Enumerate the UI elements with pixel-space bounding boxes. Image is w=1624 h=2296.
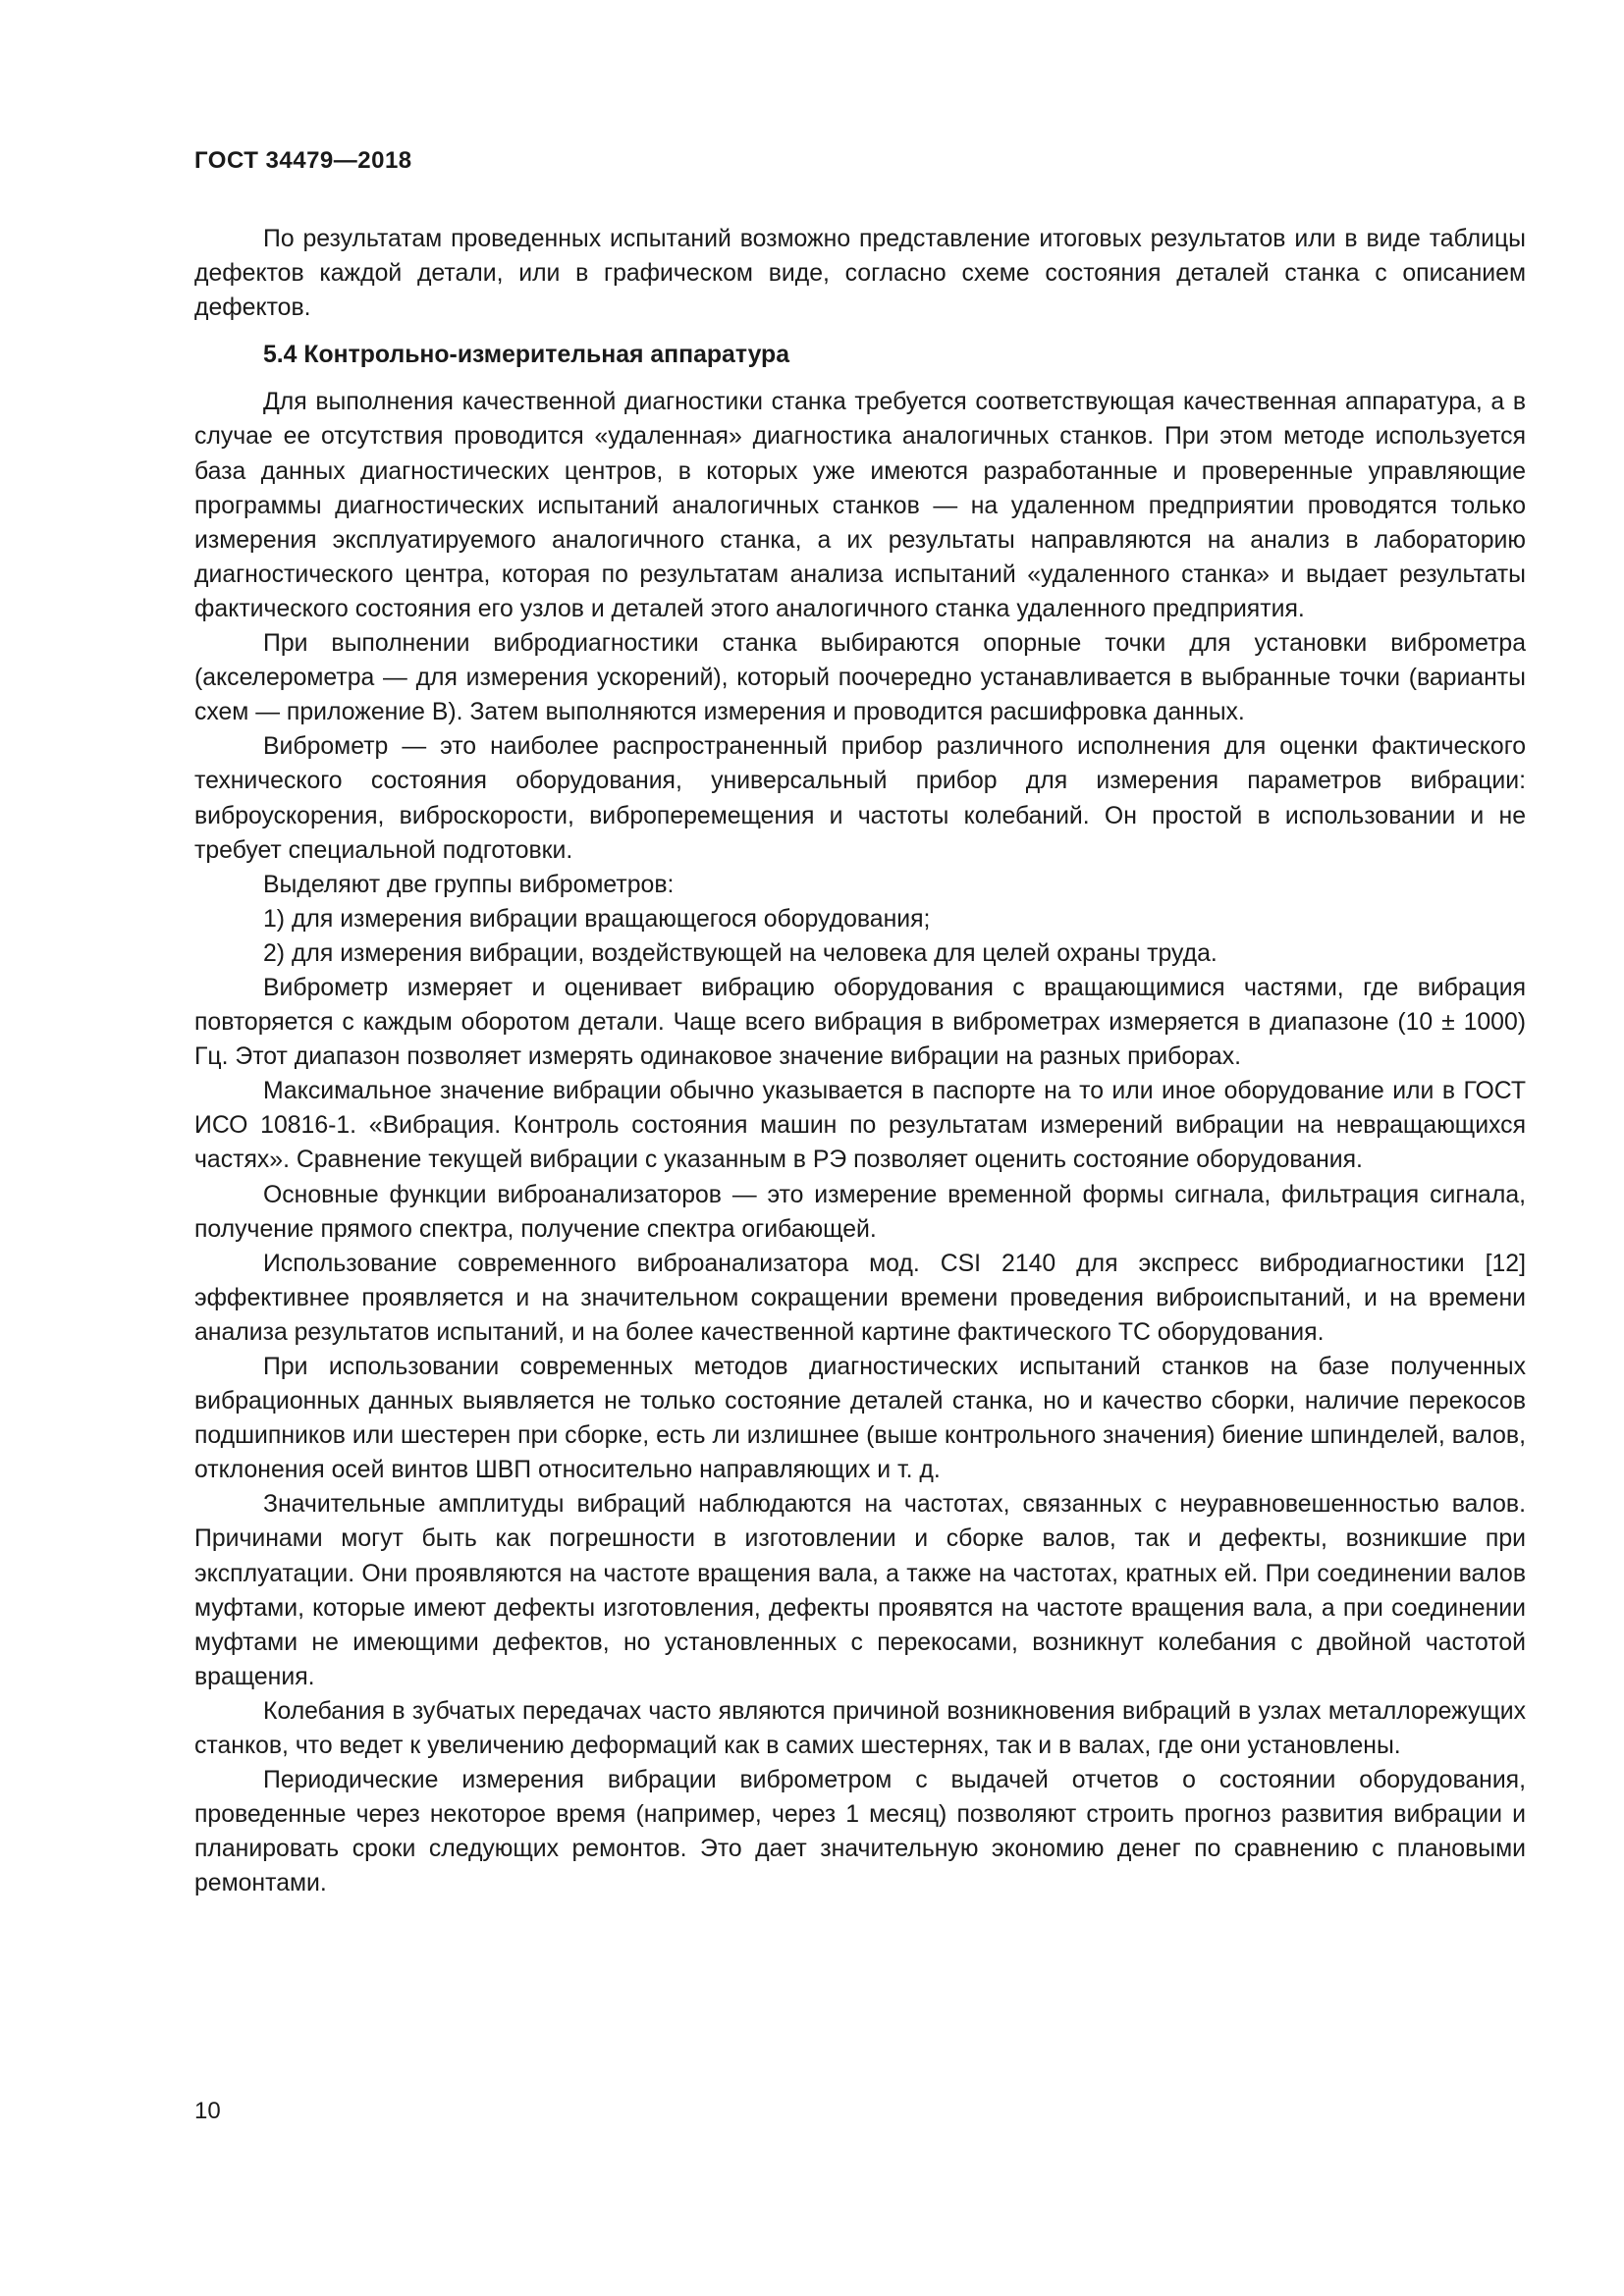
paragraph-remote-diagnostics: Для выполнения качественной диагностики станка требуется соответствующая качественная аппаратура, а в случае ее отсутствия проводится «удаленная» диагностика аналогичных станков. При этом методе используется база данных диагностических центров, в которых уже имеются разработанные и проверенные управляющие программы диагностических испытаний аналогичных станков — на удаленном предприятии проводятся только измерения эксплуатируемого аналогичного станка, а их результаты направляются на анализ в лабораторию диагностического центра, которая по результатам анализа испытаний «удаленного станка» и выдает результаты фактического состояния его узлов и деталей этого аналогичного станка удаленного предприятия. [194,389,1526,622]
paragraph-periodic-measurements: Периодические измерения вибрации виброметром с выдачей отчетов о состоянии оборудования, проведенные через некоторое время (например, через 1 месяц) позволяют строить прогноз развития вибрации и планировать сроки следующих ремонтов. Это дает значительную экономию денег по сравнению с плановыми ремонтами. [194,1767,1526,1897]
paragraph-results-presentation: По результатам проведенных испытаний возможно представление итоговых результатов или в виде таблицы дефектов каждой детали, или в графическом виде, согласно схеме состояния деталей станка с описанием дефектов. [194,226,1526,322]
paragraph-modern-methods: При использовании современных методов диагностических испытаний станков на базе полученных вибрационных данных выявляется не только состояние деталей станка, но и качество сборки, наличие перекосов подшипников или шестерен при сборке, есть ли излишнее (выше контрольного значения) биение шпинделей, валов, отклонения осей винтов ШВП относительно направляющих и т. д. [194,1354,1526,1484]
section-heading: 5.4 Контрольно-измерительная аппаратура [263,342,789,369]
paragraph-csi-2140: Использование современного виброанализатора мод. CSI 2140 для экспресс вибродиагностики [12] эффективнее проявляется и на значительном сокращении времени проведения виброиспытаний, и на времени анализа результатов испытаний, и на более качественной картине фактического ТС оборудования. [194,1250,1526,1346]
paragraph-gear-oscillations: Колебания в зубчатых передачах часто являются причиной возникновения вибраций в узлах металлорежущих станков, что ведет к увеличению деформаций как в самих шестернях, так и в валах, где они установлены. [194,1697,1526,1760]
paragraph-amplitudes: Значительные амплитуды вибраций наблюдаются на частотах, связанных с неуравновешенностью валов. Причинами могут быть как погрешности в изготовлении и сборке валов, так и дефекты, возникшие при эксплуатации. Они проявляются на частоте вращения вала, а также на частотах, кратных ей. При соединении валов муфтами, которые имеют дефекты изготовления, дефекты проявятся на частоте вращения вала, а при соединении муфтами не имеющими дефектов, но установленных с перекосами, возникнут колебания с двойной частотой вращения. [194,1491,1526,1690]
document-body [194,222,1526,1901]
paragraph-max-vibration: Максимальное значение вибрации обычно указывается в паспорте на то или иное оборудование или в ГОСТ ИСО 10816-1. «Вибрация. Контроль состояния машин по результатам измерений вибрации на невращающихся частях». Сравнение текущей вибрации с указанным в РЭ позволяет оценить состояние оборудования. [194,1078,1526,1174]
list-item-group-1: 1) для измерения вибрации вращающегося оборудования; [263,905,931,933]
paragraph-analyzer-functions: Основные функции виброанализаторов — это измерение временной формы сигнала, фильтрация сигнала, получение прямого спектра, получение спектра огибающей. [194,1181,1526,1243]
paragraph-vibrometer-definition: Виброметр — это наиболее распространенный прибор различного исполнения для оценки фактического технического состояния оборудования, универсальный прибор для измерения параметров вибрации: виброускорения, виброскорости, виброперемещения и частоты колебаний. Он простой в использовании и не требует специальной подготовки. [194,733,1526,864]
paragraph-vibrometer-range: Виброметр измеряет и оценивает вибрацию оборудования с вращающимися частями, где вибрация повторяется с каждым оборотом детали. Чаще всего вибрация в виброметрах измеряется в диапазоне (10 ± 1000) Гц. Этот диапазон позволяет измерять одинаковое значение вибрации на разных приборах. [194,974,1526,1071]
paragraph-vibrometer-groups-intro: Выделяют две группы виброметров: [263,871,675,898]
paragraph-vibrodiagnostics-points: При выполнении вибродиагностики станка выбираются опорные точки для установки виброметра (акселерометра — для измерения ускорений), который поочередно устанавливается в выбранные точки (варианты схем — приложение В). Затем выполняются измерения и проводится расшифровка данных. [194,630,1526,726]
list-item-group-2: 2) для измерения вибрации, воздействующей на человека для целей охраны труда. [263,939,1218,967]
page-number: 10 [194,2098,221,2124]
document-standard-id: ГОСТ 34479—2018 [194,147,412,174]
